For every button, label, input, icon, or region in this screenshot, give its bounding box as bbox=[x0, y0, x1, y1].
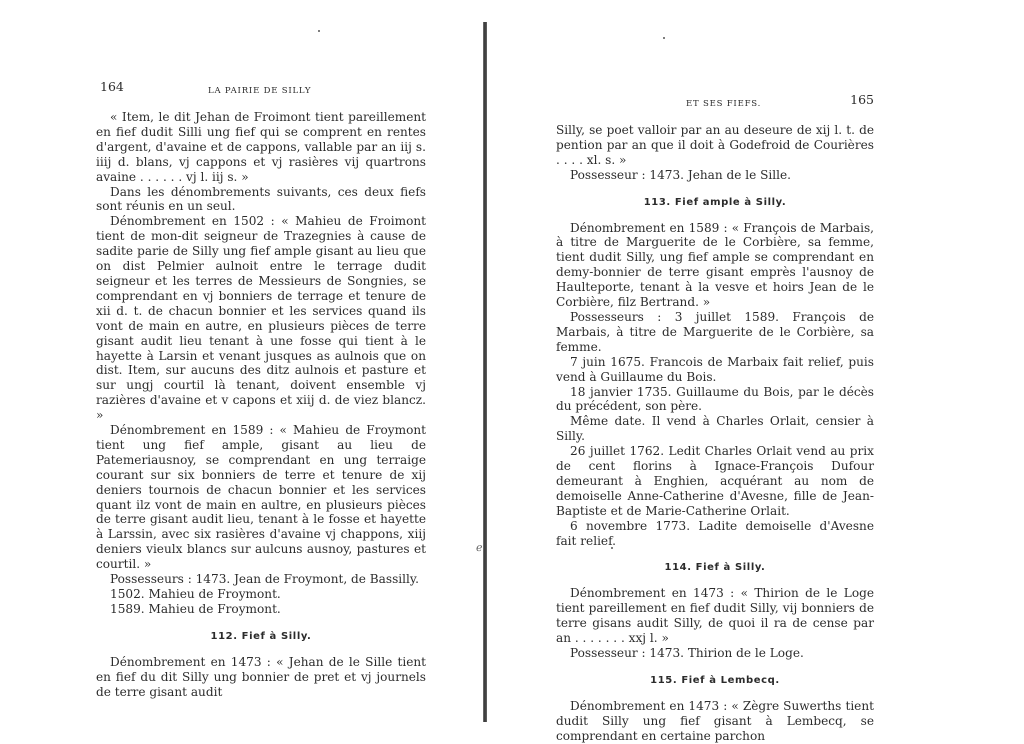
running-title: LA PAIRIE DE SILLY bbox=[208, 86, 312, 96]
paragraph: « Item, le dit Jehan de Froimont tient pareillement en fief dudit Silli ung fief qui se comprent en rentes d'argent, d'avaine et de cappons, vallable par an iij s. iiij d. blans, vj cappons et vj rasières vij quartrons avaine . . . . . . vj l. iij s. » bbox=[96, 110, 426, 184]
section-heading: 113. Fief ample à Silly. bbox=[643, 196, 787, 208]
paragraph: Possesseur : 1473. Thirion de le Loge. bbox=[570, 646, 804, 660]
paragraph: Dénombrement en 1473 : « Thirion de le Loge tient pareillement en fief dudit Silly, vij bonniers de terre gisans audit Silly, de quoi il ra de cense par an . . . . . . . xxj l. » bbox=[556, 586, 874, 646]
paragraph: Même date. Il vend à Charles Orlait, censier à Silly. bbox=[556, 414, 874, 444]
paragraph: 1502. Mahieu de Froymont. bbox=[110, 587, 281, 601]
section-heading: 114. Fief à Silly. bbox=[664, 562, 766, 574]
left-running-head bbox=[96, 80, 426, 100]
paragraph: Possesseur : 1473. Jehan de le Sille. bbox=[570, 167, 792, 182]
paragraph: 1589. Mahieu de Froymont. bbox=[110, 601, 281, 616]
paper-speck bbox=[663, 37, 665, 39]
right-page bbox=[556, 93, 874, 744]
page-number: 164 bbox=[100, 79, 124, 94]
paragraph: Possesseurs : 1473. Jean de Froymont, de Bassilly. bbox=[110, 572, 419, 587]
paragraph: Silly, se poet valloir par an au deseure de xij l. t. de pention par an que il doit à Godefroid de Courières . . . . xl. s. » bbox=[556, 123, 874, 167]
left-page bbox=[96, 80, 426, 699]
paragraph: Dénombrement en 1473 : « Jehan de le Sille tient en fief du dit Silly ung bonnier de pret et vj journels de terre gisant audit bbox=[96, 654, 426, 699]
paragraph: 26 juillet 1762. Ledit Charles Orlait vend au prix de cent florins à Ignace-François Dufour demeurant à Enghien, acquérant au nom de demoiselle Anne-Catherine d'Avesne, fille de Jean-Baptiste et de Marie-Catherine Orlait. bbox=[556, 444, 874, 518]
right-running-head bbox=[556, 93, 874, 113]
paragraph: 18 janvier 1735. Guillaume du Bois, par le décès du précédent, son père. bbox=[556, 384, 874, 414]
paragraph: 7 juin 1675. Francois de Marbaix fait relief, puis vend à Guillaume du Bois. bbox=[556, 354, 874, 384]
paragraph: Dénombrement en 1589 : « Mahieu de Froymont tient ung fief ample, gisant au lieu de Patemeriausnoy, se comprendant en ung terraige courant sur six bonniers de terre et tenure de xij deniers tournois de chacun bonnier et les services quant ilz vont de main en aultre, en plusieurs pièces de terre gisant audit lieu, tenant à le fosse et hayette à Larssin, avec six rasières d'avaine vj chappons, xiij deniers vieulx blancs sur aulcuns ausnoy, pastures et courtil. » bbox=[96, 423, 426, 572]
paragraph: Dénombrement en 1589 : « François de Marbais, à titre de Marguerite de le Corbière, sa femme, tient dudit Silly, ung fief ample se comprendant en demy-bonnier de terre gisant emprès l'ausnoy de Haulteporte, tenant à la vesve et hoirs Jean de le Corbière, filz Bertrand. » bbox=[556, 220, 874, 310]
section-heading: 112. Fief à Silly. bbox=[210, 630, 312, 642]
paragraph: Dénombrement en 1502 : « Mahieu de Froimont tient de mon-dit seigneur de Trazegnies à cause de sadite parie de Silly ung fief ample gisant au lieu que on dist Pelmier aulnoit entre le terrage dudit seigneur et les terres de Messieurs de Songnies, se comprendant en vj bonniers de terrage et tenure de xii d. t. de chacun bonnier et les services quand ils vont de main en autre, en plusieurs pièces de terre gisant audit lieu tenant à une fosse qui tient à le hayette à Larsin et venant jusques as aulnois que on dist. Item, sur aucuns des ditz aulnois et pasture et sur ungj courtil là tenant, doivent ensemble vj razières d'avaine et v capons et xiij d. de viez blancz. » bbox=[96, 214, 426, 423]
gutter-mark: ℯ bbox=[476, 541, 483, 554]
paragraph: Dans les dénombrements suivants, ces deux fiefs sont réunis en un seul. bbox=[96, 184, 426, 214]
running-title: ET SES FIEFS. bbox=[686, 99, 762, 109]
paragraph: Possesseurs : 3 juillet 1589. François de Marbais, à titre de Marguerite de le Corbière, sa femme. bbox=[556, 309, 874, 354]
paragraph: Dénombrement en 1473 : « Zègre Suwerths tient dudit Silly ung fief gisant à Lembecq, se comprendant en certaine parchon bbox=[556, 698, 874, 743]
paper-speck bbox=[318, 30, 320, 32]
section-heading: 115. Fief à Lembecq. bbox=[650, 674, 780, 686]
page-number: 165 bbox=[850, 92, 874, 107]
paragraph: 6 novembre 1773. Ladite demoiselle d'Avesne fait relief. bbox=[556, 518, 874, 548]
book-gutter bbox=[483, 22, 487, 722]
